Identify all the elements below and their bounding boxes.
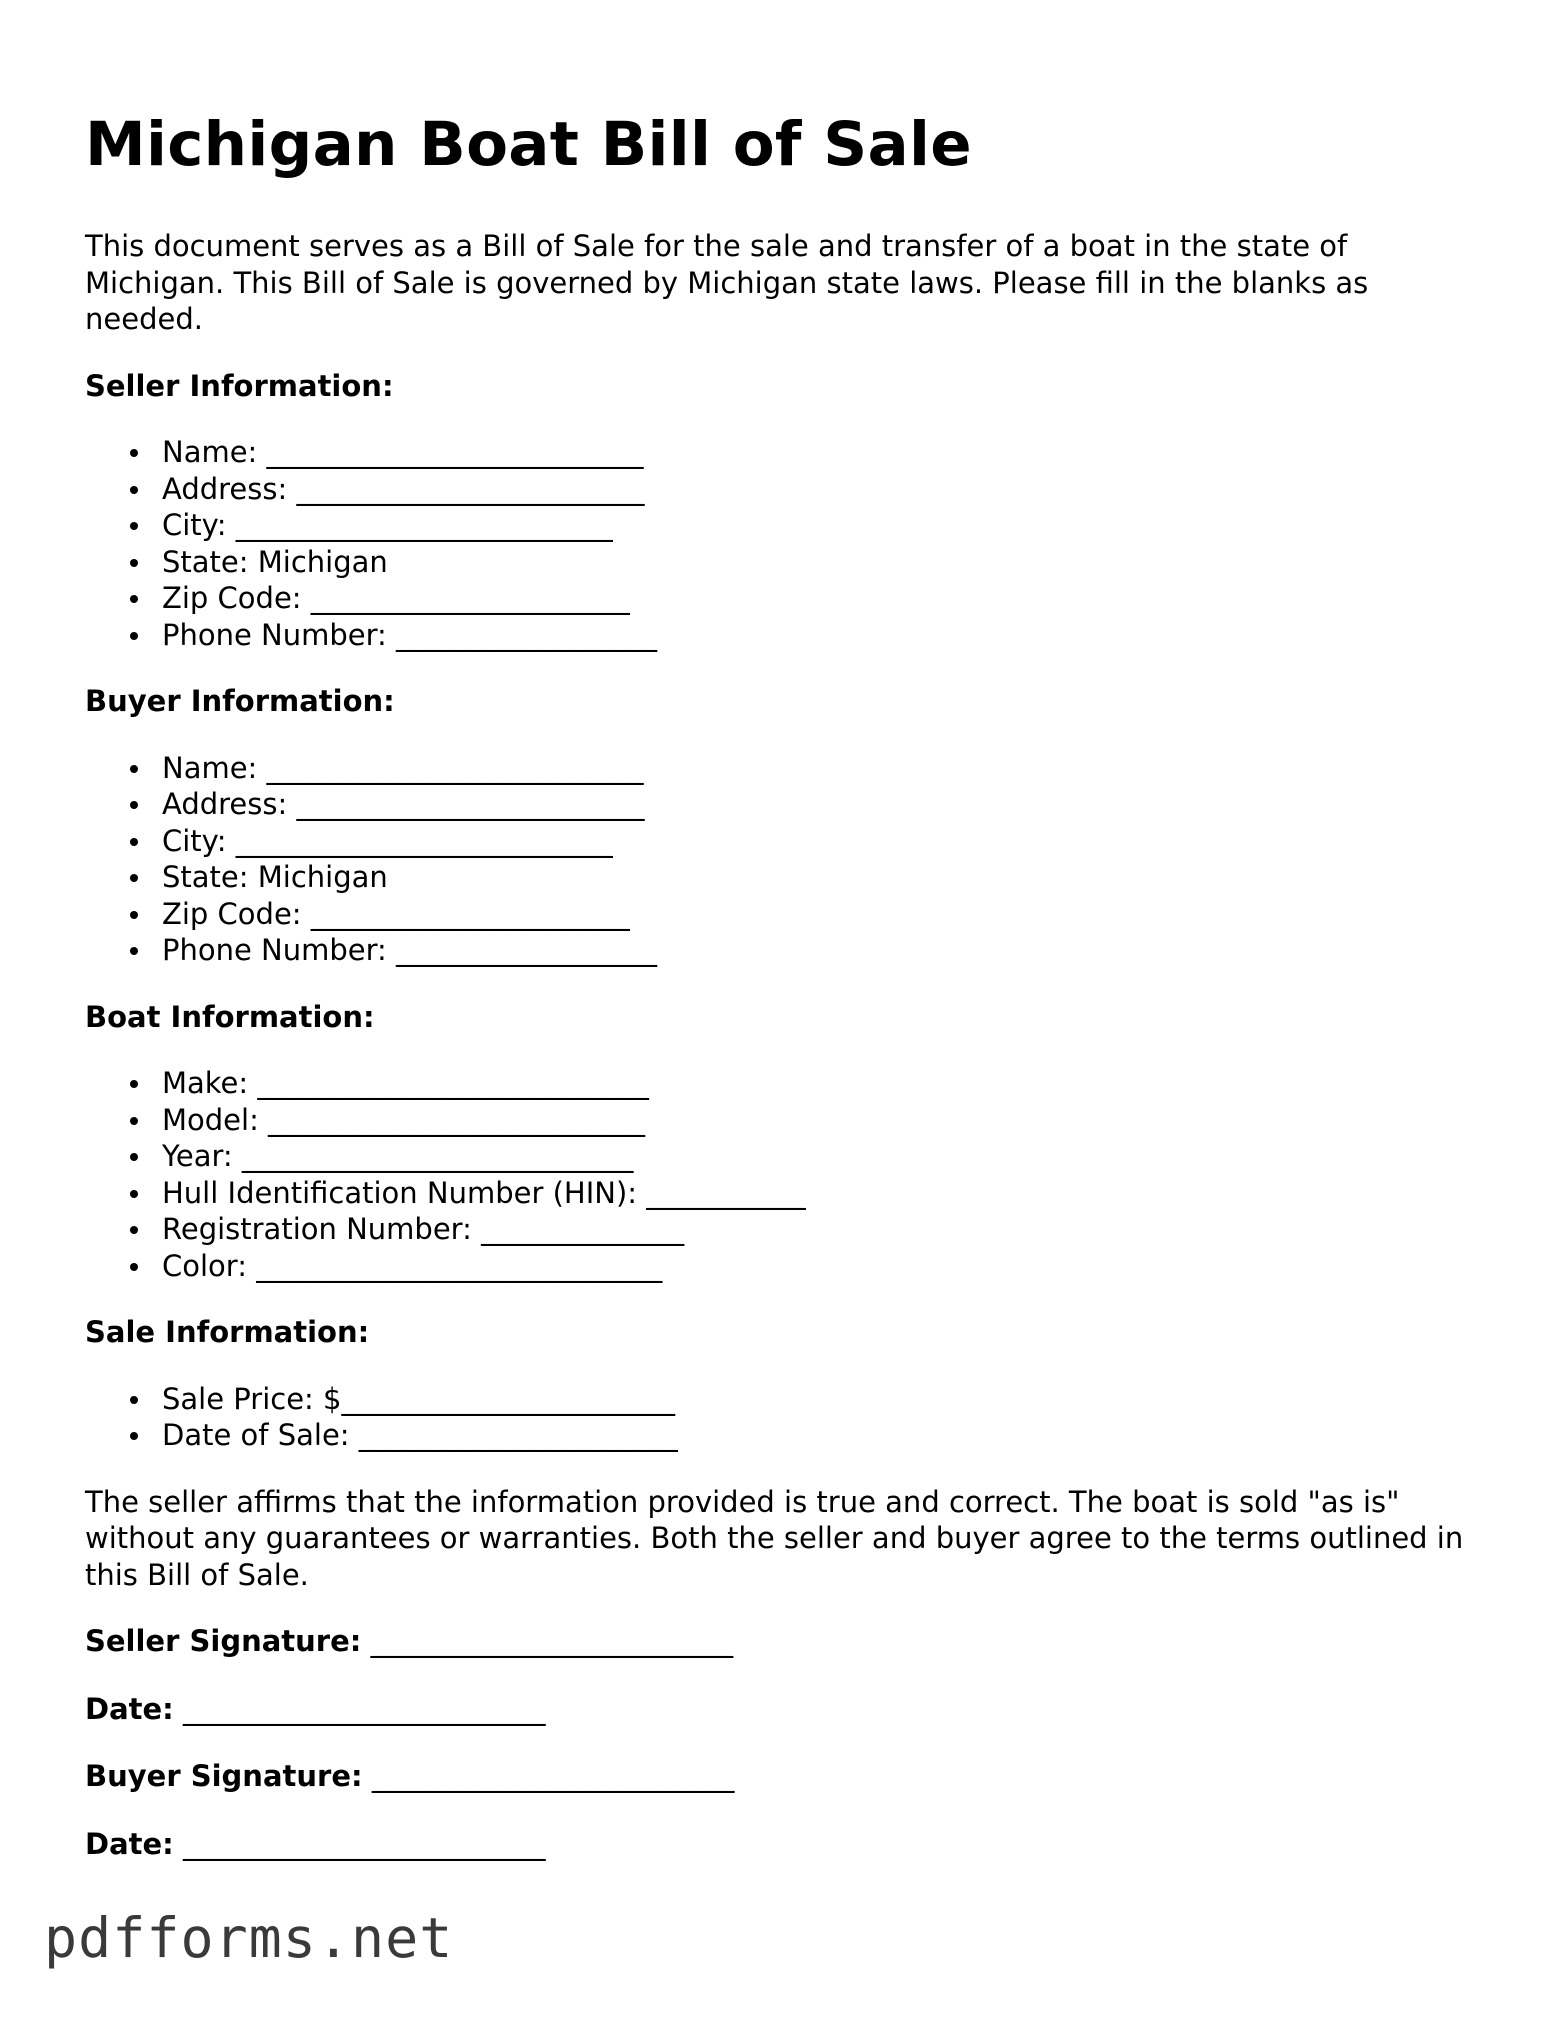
seller-fields-list bbox=[85, 434, 1485, 653]
buyer-date-label: Date: bbox=[85, 1826, 174, 1861]
buyer-heading: Buyer Information: bbox=[85, 684, 395, 718]
buyer-name-field: Name: __________________________ bbox=[85, 750, 1485, 787]
seller-zip-field: Zip Code: ______________________ bbox=[85, 580, 1485, 617]
seller-state-field: State: Michigan bbox=[85, 544, 1485, 581]
boat-hin-field: Hull Identification Number (HIN): ___________ bbox=[85, 1175, 1485, 1212]
seller-phone-field: Phone Number: __________________ bbox=[85, 617, 1485, 654]
buyer-state-field: State: Michigan bbox=[85, 859, 1485, 896]
intro-paragraph: This document serves as a Bill of Sale for the sale and transfer of a boat in the state of Michigan. This Bill of Sale is governed by Michigan state laws. Please fill in the blanks as needed. bbox=[85, 229, 1369, 336]
boat-year-field: Year: ___________________________ bbox=[85, 1138, 1485, 1175]
closing-paragraph: The seller affirms that the information provided is true and correct. The boat is sold "as is" without any guarantees or warranties. Both the seller and buyer agree to the terms outlined in this Bill of Sale. bbox=[85, 1484, 1464, 1592]
document-title: Michigan Boat Bill of Sale bbox=[85, 109, 972, 180]
buyer-fields-list bbox=[85, 750, 1485, 969]
boat-fields-list bbox=[85, 1065, 1485, 1284]
buyer-city-field: City: __________________________ bbox=[85, 823, 1485, 860]
seller-signature-line bbox=[85, 1623, 1485, 1660]
seller-signature-blank: _________________________ bbox=[361, 1624, 734, 1658]
buyer-date-line bbox=[85, 1826, 1485, 1863]
sale-fields-list bbox=[85, 1381, 1485, 1454]
sale-price-field: Sale Price: $_______________________ bbox=[85, 1381, 1485, 1418]
seller-address-field: Address: ________________________ bbox=[85, 471, 1485, 508]
seller-heading: Seller Information: bbox=[85, 368, 394, 403]
buyer-date-blank: _________________________ bbox=[173, 1826, 546, 1861]
seller-signature-label: Seller Signature: bbox=[85, 1624, 362, 1658]
buyer-address-field: Address: ________________________ bbox=[85, 786, 1485, 823]
sale-date-field: Date of Sale: ______________________ bbox=[85, 1417, 1485, 1454]
boat-model-field: Model: __________________________ bbox=[85, 1102, 1485, 1139]
boat-make-field: Make: ___________________________ bbox=[85, 1065, 1485, 1102]
buyer-phone-field: Phone Number: __________________ bbox=[85, 932, 1485, 969]
buyer-signature-line bbox=[85, 1758, 1485, 1795]
sale-heading: Sale Information: bbox=[85, 1315, 370, 1349]
buyer-signature-blank: _________________________ bbox=[362, 1759, 735, 1793]
buyer-signature-label: Buyer Signature: bbox=[85, 1759, 363, 1793]
boat-heading: Boat Information: bbox=[85, 999, 375, 1034]
seller-city-field: City: __________________________ bbox=[85, 507, 1485, 544]
document-page bbox=[85, 108, 1485, 1893]
seller-date-line bbox=[85, 1691, 1485, 1728]
boat-registration-field: Registration Number: ______________ bbox=[85, 1211, 1485, 1248]
watermark-text: pdfforms.net bbox=[44, 1906, 454, 1970]
seller-date-blank: _________________________ bbox=[173, 1691, 546, 1726]
boat-color-field: Color: ____________________________ bbox=[85, 1248, 1485, 1285]
buyer-zip-field: Zip Code: ______________________ bbox=[85, 896, 1485, 933]
seller-name-field: Name: __________________________ bbox=[85, 434, 1485, 471]
seller-date-label: Date: bbox=[85, 1691, 174, 1726]
